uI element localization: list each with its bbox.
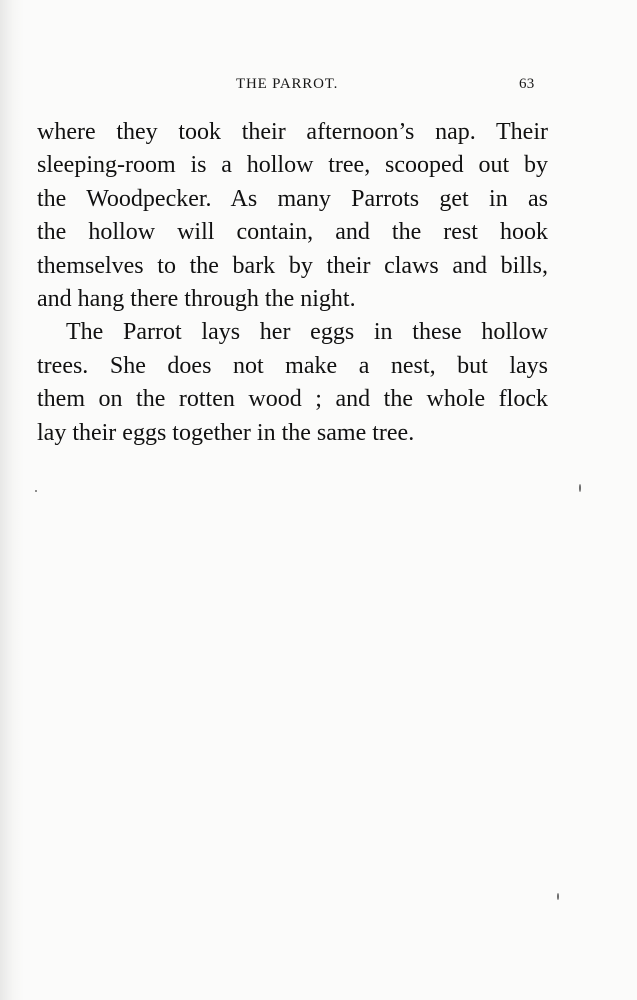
text-line: themselves to the bark by their claws and bills, <box>37 252 548 279</box>
text-line: lay their eggs together in the same tree. <box>37 419 415 446</box>
text-line: them on the rotten wood ; and the whole flock <box>37 386 548 413</box>
text-line: sleeping-room is a hollow tree, scooped out by <box>37 152 548 179</box>
paragraph <box>37 316 548 450</box>
text-line: the hollow will contain, and the rest hook <box>37 219 548 246</box>
text-line: trees. She does not make a nest, but lays <box>37 352 548 379</box>
running-title: THE PARROT. <box>236 76 339 92</box>
paragraph <box>37 116 548 316</box>
text-line: and hang there through the night. <box>37 285 356 312</box>
text-line: The Parrot lays her eggs in these hollow <box>66 319 548 346</box>
page-number: 63 <box>519 76 535 92</box>
page-speck <box>557 893 559 900</box>
text-line: where they took their afternoon’s nap. Their <box>37 119 548 145</box>
body-text <box>37 116 548 450</box>
running-header <box>0 74 637 94</box>
page-speck <box>35 490 37 492</box>
page-speck <box>579 484 581 492</box>
text-line: the Woodpecker. As many Parrots get in as <box>37 185 548 212</box>
